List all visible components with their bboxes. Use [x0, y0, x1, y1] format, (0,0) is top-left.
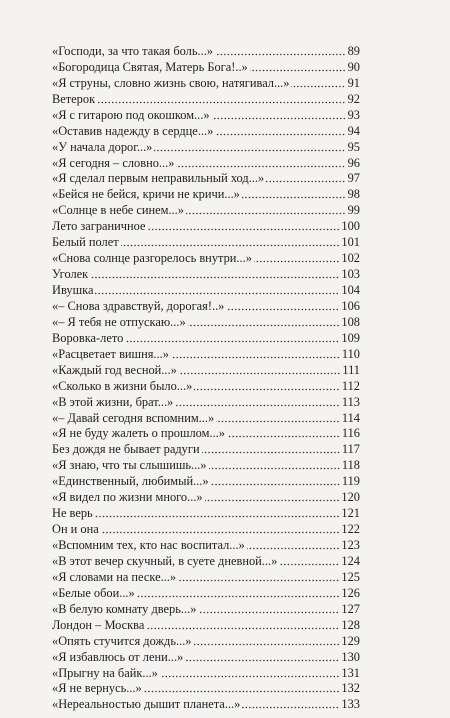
toc-entry-title: «Сколько в жизни было...»	[52, 378, 193, 393]
toc-entry-page-number: 118	[341, 458, 360, 473]
toc-entry-title: «Я струны, словно жизнь свою, натягивал...»	[52, 75, 290, 90]
toc-entry	[52, 506, 360, 522]
dot-leader	[179, 372, 341, 375]
toc-entry	[52, 76, 360, 92]
dot-leader	[209, 467, 340, 470]
toc-entry-title: «Я с гитарою под окошком...»	[52, 107, 210, 122]
dot-leader	[160, 675, 340, 678]
toc-entry-title: Белый полет	[52, 235, 119, 250]
dot-leader	[215, 53, 346, 56]
toc-entry-page-number: 129	[341, 633, 360, 648]
toc-entry-page-number: 121	[341, 506, 360, 521]
toc-entry	[52, 347, 360, 363]
toc-entry	[52, 682, 360, 698]
dot-leader	[211, 483, 340, 486]
dot-leader	[242, 706, 339, 709]
dot-leader	[226, 308, 339, 311]
toc-entry-title: «Я избавлюсь от лени...»	[52, 649, 184, 664]
toc-entry-page-number: 104	[341, 283, 360, 298]
toc-entry	[52, 363, 360, 379]
toc-entry-title: Лондон – Москва	[52, 617, 145, 632]
toc-entry	[52, 458, 360, 474]
dot-leader	[194, 643, 340, 646]
dot-leader	[101, 531, 340, 534]
toc-entry-page-number: 108	[341, 314, 360, 329]
dot-leader	[176, 165, 345, 168]
toc-entry	[52, 235, 360, 251]
toc-entry-page-number: 127	[341, 601, 360, 616]
toc-entry	[52, 219, 360, 235]
toc-entry-page-number: 97	[347, 171, 360, 186]
toc-entry-page-number: 112	[341, 378, 360, 393]
toc-entry-title: Без дождя не бывает радуги	[52, 442, 200, 457]
toc-entry-title: «У начала дорог...»	[52, 139, 153, 154]
toc-entry	[52, 187, 360, 203]
toc-entry	[52, 124, 360, 140]
toc-entry-title: «Бейся не бейся, кричи не кричи...»	[52, 187, 240, 202]
toc-entry-page-number: 133	[341, 697, 360, 712]
toc-entry-page-number: 93	[347, 107, 360, 122]
toc-entry-title: «– Я тебя не отпускаю...»	[52, 314, 186, 329]
dot-leader	[148, 228, 340, 231]
toc-entry-title: «Я не буду жалеть о прошлом...»	[52, 426, 225, 441]
toc-entry-title: «Я знаю, что ты слышишь...»	[52, 458, 207, 473]
dot-leader	[97, 101, 346, 104]
toc-entry	[52, 267, 360, 283]
toc-entry	[52, 411, 360, 427]
toc-entry	[52, 490, 360, 506]
dot-leader	[185, 659, 339, 662]
toc-entry-title: Воровка-лето	[52, 330, 124, 345]
toc-entry-page-number: 96	[347, 155, 360, 170]
toc-entry-page-number: 106	[341, 298, 360, 313]
dot-leader	[216, 420, 340, 423]
toc-entry-page-number: 119	[341, 474, 360, 489]
toc-entry-page-number: 110	[341, 346, 360, 361]
toc-entry-page-number: 103	[341, 267, 360, 282]
toc-entry-title: «Снова солнце разгорелось внутри...»	[52, 251, 252, 266]
toc-entry-page-number: 92	[347, 91, 360, 106]
toc-entry	[52, 251, 360, 267]
dot-leader	[266, 180, 345, 183]
dot-leader	[146, 627, 339, 630]
toc-entry-title: «В этой жизни, брат...»	[52, 394, 174, 409]
dot-leader	[202, 451, 340, 454]
toc-entry-title: Он и она	[52, 522, 99, 537]
toc-entry-page-number: 123	[341, 538, 360, 553]
toc-entry-page-number: 124	[341, 553, 360, 568]
toc-entry	[52, 331, 360, 347]
dot-leader	[137, 595, 340, 598]
toc-entry-page-number: 99	[347, 203, 360, 218]
toc-entry-title: «Каждый год весной...»	[52, 362, 177, 377]
toc-entry-title: «Я сегодня – словно...»	[52, 155, 175, 170]
toc-entry-title: Лето заграничное	[52, 219, 146, 234]
toc-entry-page-number: 122	[341, 522, 360, 537]
toc-entry	[52, 618, 360, 634]
toc-entry	[52, 554, 360, 570]
toc-entry-title: «Оставив надежду в сердце...»	[52, 123, 214, 138]
dot-leader	[250, 69, 346, 72]
dot-leader	[247, 547, 340, 550]
toc-entry-title: «– Снова здравствуй, дорогая!..»	[52, 298, 225, 313]
toc-entry-page-number: 126	[341, 585, 360, 600]
dot-leader	[254, 260, 340, 263]
toc-entry-page-number: 109	[341, 330, 360, 345]
toc-entry	[52, 586, 360, 602]
dot-leader	[186, 212, 346, 215]
toc-entry-title: «Я видел по жизни много...»	[52, 490, 203, 505]
toc-entry-title: «Прыгну на байк...»	[52, 665, 158, 680]
toc-entry	[52, 60, 360, 76]
toc-entry	[52, 522, 360, 538]
toc-entry	[52, 650, 360, 666]
dot-leader	[279, 563, 339, 566]
dot-leader	[227, 435, 340, 438]
toc-entry-title: «Господи, за что такая боль...»	[52, 43, 213, 58]
toc-entry-title: «Я сделал первым неправильный ход...»	[52, 171, 265, 186]
dot-leader	[171, 356, 340, 359]
toc-entry-page-number: 94	[347, 123, 360, 138]
toc-entry	[52, 44, 360, 60]
toc-entry-title: «Нереальностью дышит планета...»	[52, 697, 241, 712]
toc-entry-title: «Я не вернусь...»	[52, 681, 142, 696]
toc-entry-title: «Солнце в небе синем...»	[52, 203, 184, 218]
toc-entry-page-number: 90	[347, 59, 360, 74]
dot-leader	[291, 85, 345, 88]
toc-entry-page-number: 102	[341, 251, 360, 266]
dot-leader	[90, 276, 339, 279]
toc-entry	[52, 140, 360, 156]
toc-entry-page-number: 116	[341, 426, 360, 441]
dot-leader	[242, 196, 346, 199]
toc-entry	[52, 379, 360, 395]
toc-entry	[52, 299, 360, 315]
toc-entry-page-number: 131	[341, 665, 360, 680]
dot-leader	[178, 579, 339, 582]
toc-entry	[52, 634, 360, 650]
toc-entry-title: «Вспомним тех, кто нас воспитал...»	[52, 538, 245, 553]
dot-leader	[125, 340, 339, 343]
toc-entry-title: Не верь	[52, 506, 93, 521]
dot-leader	[212, 117, 346, 120]
toc-entry-title: «Единственный, любимый...»	[52, 474, 209, 489]
toc-entry-page-number: 132	[341, 681, 360, 696]
toc-entry-title: «В этот вечер скучный, в суете дневной...»	[52, 553, 278, 568]
toc-entry	[52, 697, 360, 713]
toc-entry-page-number: 98	[347, 187, 360, 202]
toc-entry-title: Уголек	[52, 267, 89, 282]
toc-entry-title: «Я словами на песке...»	[52, 569, 177, 584]
toc-entry-page-number: 117	[341, 442, 360, 457]
toc-entry-page-number: 101	[341, 235, 360, 250]
dot-leader	[194, 388, 340, 391]
toc-entry-title: «Расцветает вишня...»	[52, 346, 169, 361]
toc-entry-title: «Опять стучится дождь...»	[52, 633, 192, 648]
toc-entry	[52, 602, 360, 618]
toc-entry	[52, 395, 360, 411]
toc-entry-page-number: 130	[341, 649, 360, 664]
toc-entry	[52, 283, 360, 299]
dot-leader	[154, 149, 345, 152]
toc-entry-page-number: 114	[341, 410, 360, 425]
toc-entry	[52, 92, 360, 108]
toc-entry	[52, 156, 360, 172]
toc-entry-page-number: 91	[347, 75, 360, 90]
toc-entry-page-number: 89	[347, 43, 360, 58]
toc-entry	[52, 108, 360, 124]
toc-entry-page-number: 111	[342, 362, 360, 377]
toc-entry	[52, 570, 360, 586]
dot-leader	[144, 690, 340, 693]
toc-entry-page-number: 100	[341, 219, 360, 234]
toc-entry-title: «– Давай сегодня вспомним...»	[52, 410, 215, 425]
dot-leader	[121, 244, 340, 247]
toc-entry	[52, 666, 360, 682]
dot-leader	[175, 404, 340, 407]
dot-leader	[198, 611, 339, 614]
toc-entry-page-number: 125	[341, 569, 360, 584]
toc-entry-page-number: 120	[341, 490, 360, 505]
dot-leader	[95, 292, 339, 295]
toc-entry	[52, 538, 360, 554]
toc-entry	[52, 315, 360, 331]
toc-entry-title: Ветерок	[52, 91, 96, 106]
toc-entry	[52, 172, 360, 188]
table-of-contents	[52, 44, 360, 713]
toc-entry	[52, 442, 360, 458]
toc-entry-title: «В белую комнату дверь...»	[52, 601, 197, 616]
toc-entry-title: «Белые обои...»	[52, 585, 135, 600]
dot-leader	[95, 515, 340, 518]
dot-leader	[188, 324, 340, 327]
dot-leader	[205, 499, 340, 502]
toc-entry-page-number: 95	[347, 139, 360, 154]
toc-entry	[52, 427, 360, 443]
toc-entry-page-number: 128	[341, 617, 360, 632]
toc-entry-title: Ивушка	[52, 283, 94, 298]
toc-entry-page-number: 113	[341, 394, 360, 409]
toc-entry	[52, 474, 360, 490]
dot-leader	[215, 133, 345, 136]
toc-entry	[52, 203, 360, 219]
toc-entry-title: «Богородица Святая, Матерь Бога!..»	[52, 59, 248, 74]
